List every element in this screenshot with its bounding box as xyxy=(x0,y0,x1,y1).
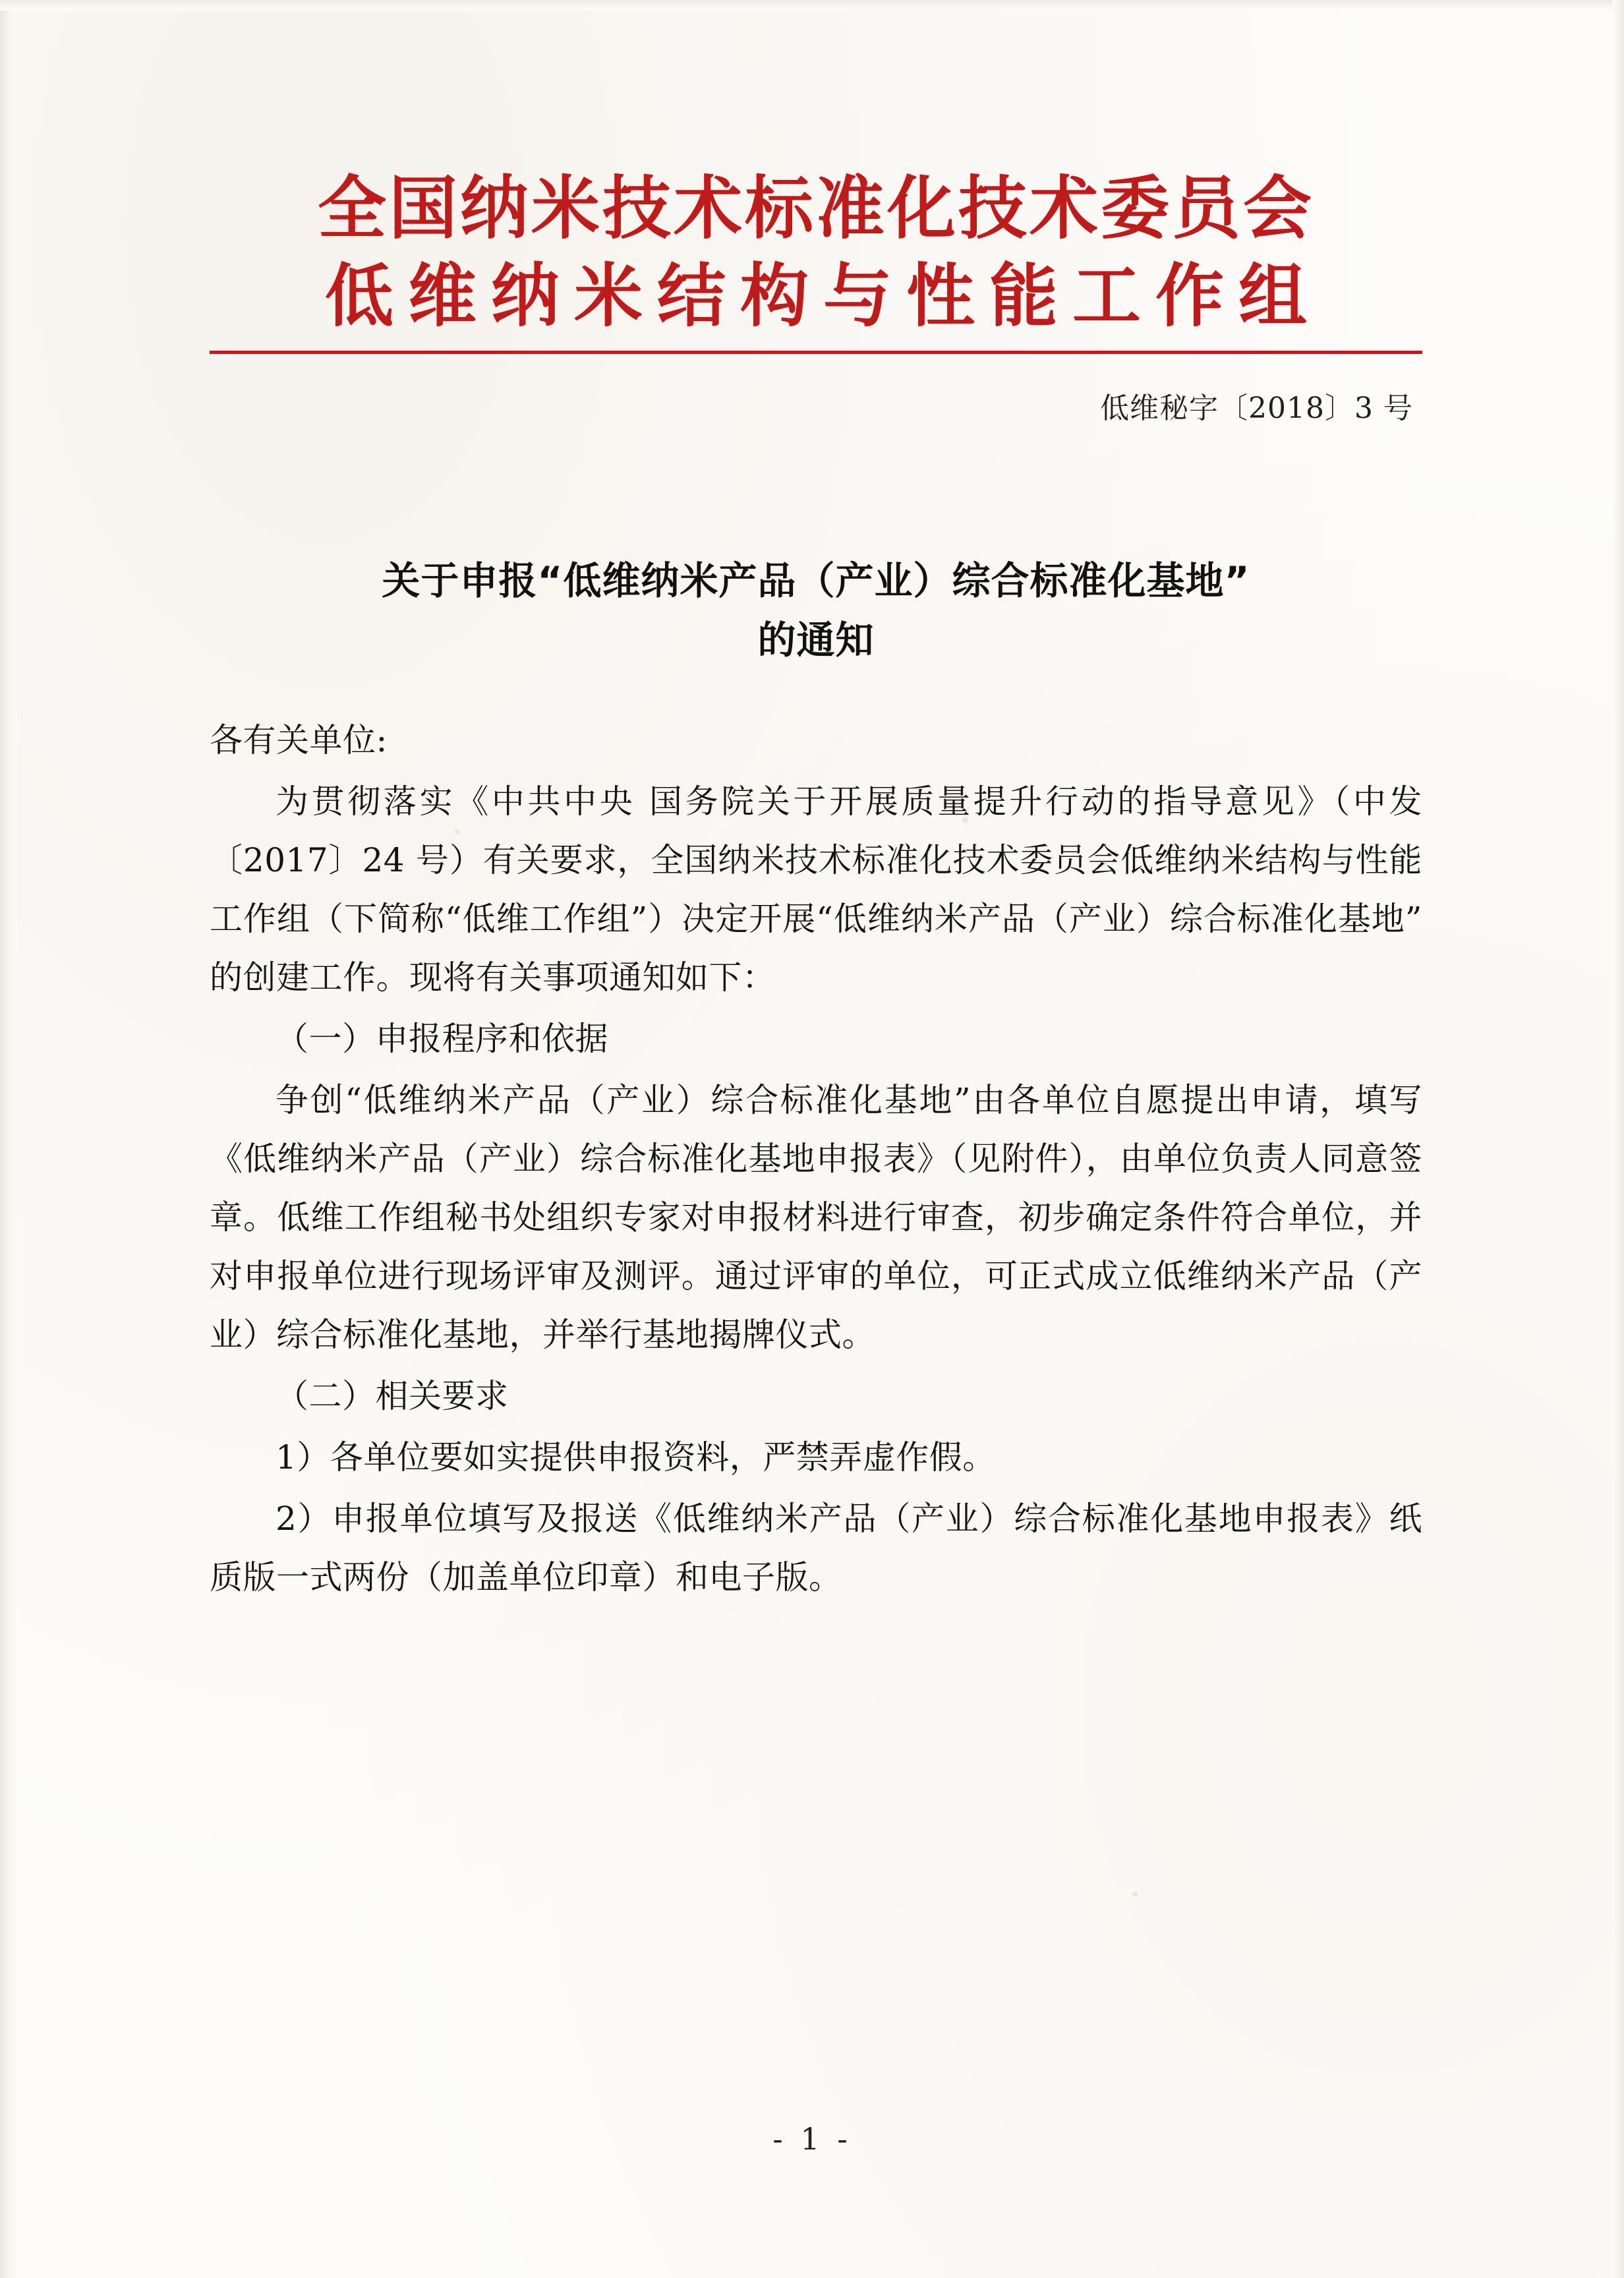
letterhead-line-1: 全国纳米技术标准化技术委员会 xyxy=(317,168,1314,248)
page-title xyxy=(210,552,1422,670)
section-heading-1: （一）申报程序和依据 xyxy=(276,1020,608,1058)
document-number: 低维秘字〔2018〕3 号 xyxy=(1100,392,1413,426)
letterhead xyxy=(210,165,1422,354)
letterhead-line-2: 低维纳米结构与性能工作组 xyxy=(324,256,1321,337)
page-title-line-2: 的通知 xyxy=(757,618,875,663)
document-content xyxy=(210,0,1422,1610)
page-number: - 1 - xyxy=(772,2121,852,2157)
page-title-line-1: 关于申报“低维纳米产品（产业）综合标准化基地” xyxy=(382,558,1250,604)
letterhead-red-rule xyxy=(210,351,1422,354)
paragraph-1: 为贯彻落实《中共中央 国务院关于开展质量提升行动的指导意见》（中发〔2017〕24 号）有关要求，全国纳米技术标准化技术委员会低维纳米结构与性能工作组（下简称“低维工作组”）决定开展“低维纳米产品（产业）综合标准化基地”的创建工作。现将有关事项通知如下： xyxy=(210,782,1422,997)
scan-speckle xyxy=(1132,1892,1138,1897)
document-body xyxy=(210,711,1422,1607)
paper-edge-right xyxy=(1612,0,1624,2278)
section-heading-2: （二）相关要求 xyxy=(276,1377,509,1415)
paper-edge-left xyxy=(0,0,17,2278)
requirement-item-1: 1）各单位要如实提供申报资料，严禁弄虚作假。 xyxy=(276,1438,996,1476)
paragraph-2: 争创“低维纳米产品（产业）综合标准化基地”由各单位自愿提出申请，填写《低维纳米产品（产业）综合标准化基地申报表》（见附件），由单位负责人同意签章。低维工作组秘书处组织专家对申报材料进行审查，初步确定条件符合单位，并对申报单位进行现场评审及测评。通过评审的单位，可正式成立低维纳米产品（产业）综合标准化基地，并举行基地揭牌仪式。 xyxy=(210,1081,1422,1354)
salutation: 各有关单位: xyxy=(210,721,388,759)
requirement-item-2: 2）申报单位填写及报送《低维纳米产品（产业）综合标准化基地申报表》纸质版一式两份（加盖单位印章）和电子版。 xyxy=(210,1500,1422,1596)
